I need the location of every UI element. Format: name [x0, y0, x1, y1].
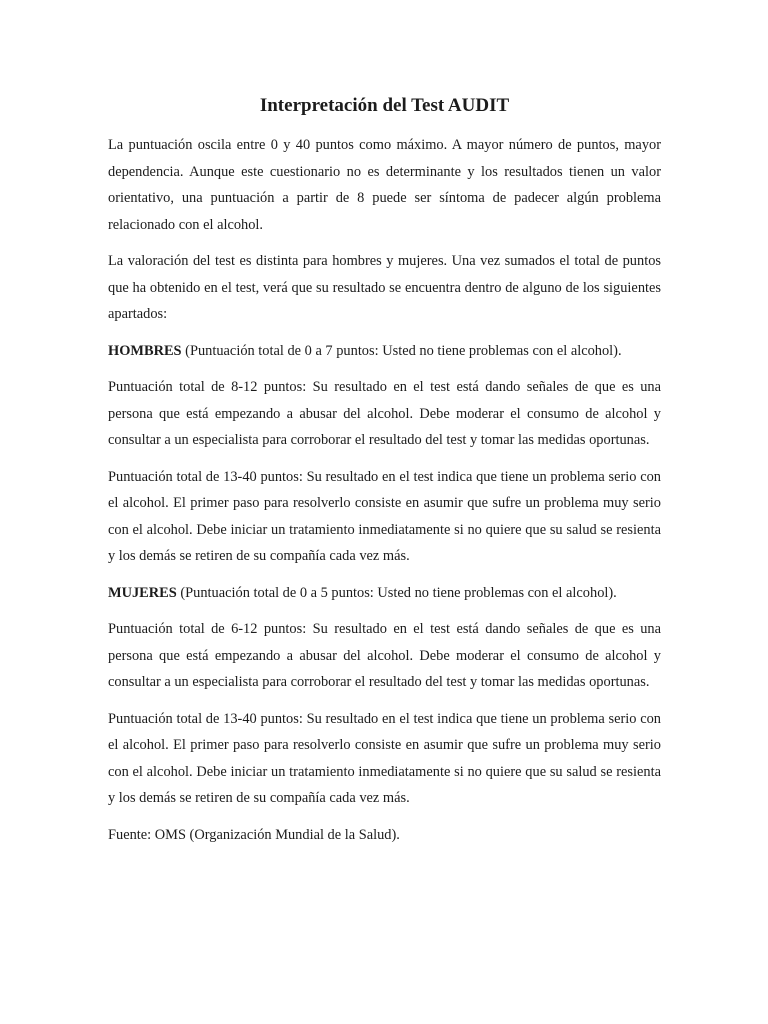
valoracion-paragraph: La valoración del test es distinta para hombres y mujeres. Una vez sumados el total de puntos que ha obtenido en el test, verá que su resultado se encuentra dentro de alguno de los siguientes apartados:	[108, 253, 661, 322]
hombres-range-text: (Puntuación total de 0 a 7 puntos: Usted no tiene problemas con el alcohol).	[181, 342, 622, 359]
mujeres-high-paragraph: Puntuación total de 13-40 puntos: Su resultado en el test indica que tiene un problema serio con el alcohol. El primer paso para resolverlo consiste en asumir que sufre un problema muy serio con el alcohol. Debe iniciar un tratamiento inmediatamente si no quiere que su salud se resienta y los demás se retiren de su compañía cada vez más.	[108, 710, 661, 806]
mujeres-range-text: (Puntuación total de 0 a 5 puntos: Usted no tiene problemas con el alcohol).	[176, 584, 617, 601]
hombres-high-paragraph: Puntuación total de 13-40 puntos: Su resultado en el test indica que tiene un problema serio con el alcohol. El primer paso para resolverlo consiste en asumir que sufre un problema muy serio con el alcohol. Debe iniciar un tratamiento inmediatamente si no quiere que su salud se resienta y los demás se retiren de su compañía cada vez más.	[108, 468, 661, 564]
hombres-mid-paragraph: Puntuación total de 8-12 puntos: Su resultado en el test está dando señales de que es una persona que está empezando a abusar del alcohol. Debe moderar el consumo de alcohol y consultar a un especialista para corroborar el resultado del test y tomar las medidas oportunas.	[108, 379, 661, 448]
hombres-range-paragraph	[108, 338, 661, 365]
mujeres-heading: MUJERES	[108, 584, 177, 601]
mujeres-range-paragraph	[108, 580, 661, 607]
mujeres-mid-paragraph: Puntuación total de 6-12 puntos: Su resultado en el test está dando señales de que es una persona que está empezando a abusar del alcohol. Debe moderar el consumo de alcohol y consultar a un especialista para corroborar el resultado del test y tomar las medidas oportunas.	[108, 621, 661, 690]
intro-paragraph: La puntuación oscila entre 0 y 40 puntos como máximo. A mayor número de puntos, mayor dependencia. Aunque este cuestionario no es determinante y los resultados tienen un valor orientativo, una puntuación a partir de 8 puede ser síntoma de padecer algún problema relacionado con el alcohol.	[108, 137, 661, 233]
hombres-heading: HOMBRES	[108, 342, 182, 359]
page-title: Interpretación del Test AUDIT	[259, 95, 510, 116]
source-paragraph: Fuente: OMS (Organización Mundial de la Salud).	[108, 826, 400, 843]
